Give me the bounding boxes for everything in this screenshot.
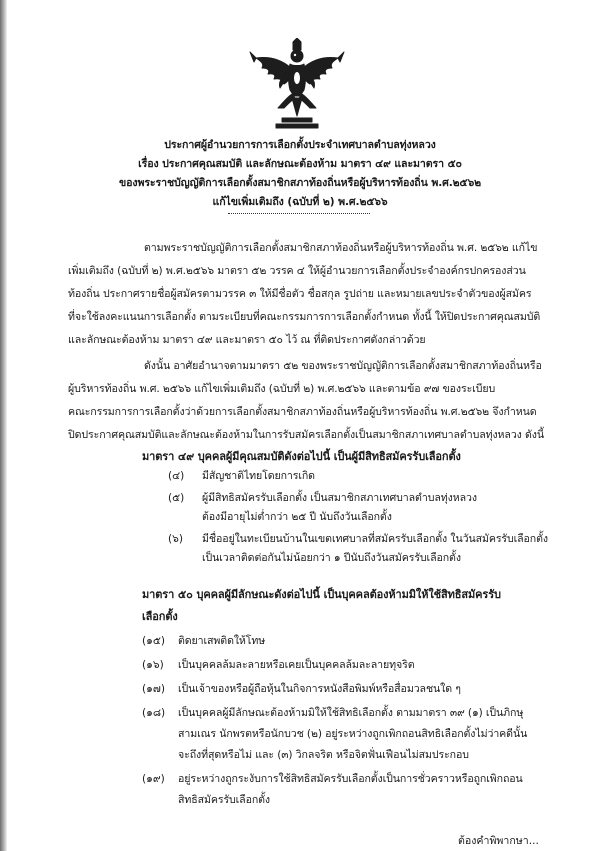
paragraph-2-line: คณะกรรมการการเลือกตั้งว่าด้วยการเลือกตั้งสมาชิกสภาท้องถิ่นหรือผู้บริหารท้องถิ่น พ.ศ.๒๕๖๒ จึงกำหนด bbox=[68, 406, 537, 418]
section-50-item-text: จะถึงที่สุดหรือไม่ และ (๓) วิกลจริต หรือจิตฟั่นเฟือนไม่สมประกอบ bbox=[178, 749, 469, 761]
garuda-emblem-icon bbox=[248, 38, 346, 130]
section-49-item-text: เป็นเวลาติดต่อกันไม่น้อยกว่า ๑ ปีนับถึงวันสมัครรับเลือกตั้ง bbox=[202, 552, 461, 564]
paragraph-2-line: ปิดประกาศคุณสมบัติและลักษณะต้องห้ามในการรับสมัครเลือกตั้งเป็นสมาชิกสภาเทศบาลตำบลทุ่งหลวง ดังนี้ bbox=[68, 429, 545, 441]
section-50-item-number: (๑๗) bbox=[142, 683, 165, 695]
paragraph-1-line: เพิ่มเติมถึง (ฉบับที่ ๒) พ.ศ.๒๕๖๖ มาตรา ๕๒ วรรค ๔ ให้ผู้อำนวยการเลือกตั้งประจำองค์กรปกครองส่วน bbox=[68, 265, 526, 277]
section-50-item-text: ติดยาเสพติดให้โทษ bbox=[178, 635, 266, 647]
section-50-item-number: (๑๘) bbox=[142, 707, 166, 719]
section-50-item-text: เป็นบุคคลผู้มีลักษณะต้องห้ามมิให้ใช้สิทธิเลือกตั้ง ตามมาตรา ๓๙ (๑) เป็นภิกษุ bbox=[178, 707, 524, 719]
header-divider bbox=[228, 213, 370, 214]
section-49-heading: มาตรา ๔๙ บุคคลผู้มีคุณสมบัติดังต่อไปนี้ เป็นผู้มีสิทธิสมัครรับเลือกตั้ง bbox=[142, 450, 461, 463]
header-title: ประกาศผู้อำนวยการการเลือกตั้งประจำเทศบาลตำบลทุ่งหลวง bbox=[164, 139, 436, 151]
section-49-item-text: มีสัญชาติไทยโดยการเกิด bbox=[202, 470, 315, 482]
paragraph-2-line: ผู้บริหารท้องถิ่น พ.ศ. ๒๕๖๖ แก้ไขเพิ่มเติมถึง (ฉบับที่ ๒) พ.ศ.๒๕๖๖ และตามข้อ ๙๗ ของระเบียบ bbox=[68, 383, 496, 395]
section-50-item-text: สิทธิสมัครรับเลือกตั้ง bbox=[178, 794, 270, 806]
paragraph-1-line: ที่จะใช้ลงคะแนนการเลือกตั้ง ตามระเบียบที่คณะกรรมการการเลือกตั้งกำหนด ทั้งนี้ ให้ปิดประกาศคุณสมบัติ bbox=[68, 311, 541, 323]
paragraph-1-line: และลักษณะต้องห้าม มาตรา ๔๙ และมาตรา ๕๐ ไว้ ณ ที่ติดประกาศดังกล่าวด้วย bbox=[68, 334, 426, 346]
section-50-item-text: เป็นเจ้าของหรือผู้ถือหุ้นในกิจการหนังสือพิมพ์หรือสื่อมวลชนใด ๆ bbox=[178, 683, 461, 695]
paragraph-1-line: ตามพระราชบัญญัติการเลือกตั้งสมาชิกสภาท้องถิ่นหรือผู้บริหารท้องถิ่น พ.ศ. ๒๕๖๒ แก้ไข bbox=[144, 242, 538, 254]
section-50-heading: มาตรา ๕๐ บุคคลผู้มีลักษณะดังต่อไปนี้ เป็นบุคคลต้องห้ามมิให้ใช้สิทธิสมัครรับ bbox=[142, 588, 501, 601]
section-49-item-number: (๕) bbox=[168, 492, 185, 504]
paragraph-2-line: ดังนั้น อาศัยอำนาจตามมาตรา ๕๒ ของพระราชบัญญัติการเลือกตั้งสมาชิกสภาท้องถิ่นหรือ bbox=[144, 360, 542, 372]
header-act: ของพระราชบัญญัติการเลือกตั้งสมาชิกสภาท้องถิ่นหรือผู้บริหารท้องถิ่น พ.ศ.๒๕๖๒ bbox=[118, 177, 481, 189]
section-49-item-number: (๔) bbox=[168, 470, 185, 482]
continuation-note: ต้องคำพิพากษา... bbox=[458, 835, 539, 847]
header-subject: เรื่อง ประกาศคุณสมบัติ และลักษณะต้องห้าม มาตรา ๔๙ และมาตรา ๕๐ bbox=[138, 158, 462, 170]
header-amendment: แก้ไขเพิ่มเติมถึง (ฉบับที่ ๒) พ.ศ.๒๕๖๖ bbox=[212, 196, 388, 208]
scan-edge-shadow bbox=[0, 0, 7, 851]
paragraph-1-line: ท้องถิ่น ประกาศรายชื่อผู้สมัครตามวรรค ๓ ให้มีชื่อตัว ชื่อสกุล รูปถ่าย และหมายเลขประจำตัวของผู้สมัคร bbox=[68, 288, 532, 300]
section-50-item-number: (๑๖) bbox=[142, 659, 164, 671]
section-50-item-number: (๑๙) bbox=[142, 773, 165, 785]
section-50-item-number: (๑๕) bbox=[142, 635, 166, 647]
section-49-item-number: (๖) bbox=[168, 533, 183, 545]
section-49-item-text: ผู้มีสิทธิสมัครรับเลือกตั้ง เป็นสมาชิกสภาเทศบาลตำบลทุ่งหลวง bbox=[202, 492, 477, 504]
section-50-item-text: สามเณร นักพรตหรือนักบวช (๒) อยู่ระหว่างถูกเพิกถอนสิทธิเลือกตั้งไม่ว่าคดีนั้น bbox=[178, 728, 528, 740]
section-50-heading: เลือกตั้ง bbox=[142, 610, 178, 623]
section-49-item-text: ต้องมีอายุไม่ต่ำกว่า ๒๕ ปี นับถึงวันเลือกตั้ง bbox=[202, 511, 392, 523]
section-50-item-text: เป็นบุคคลล้มละลายหรือเคยเป็นบุคคลล้มละลายทุจริต bbox=[178, 659, 415, 671]
section-50-item-text: อยู่ระหว่างถูกระงับการใช้สิทธิสมัครรับเลือกตั้งเป็นการชั่วคราวหรือถูกเพิกถอน bbox=[178, 773, 523, 785]
section-49-item-text: มีชื่ออยู่ในทะเบียนบ้านในเขตเทศบาลที่สมัครรับเลือกตั้ง ในวันสมัครรับเลือกตั้ง bbox=[202, 533, 548, 545]
